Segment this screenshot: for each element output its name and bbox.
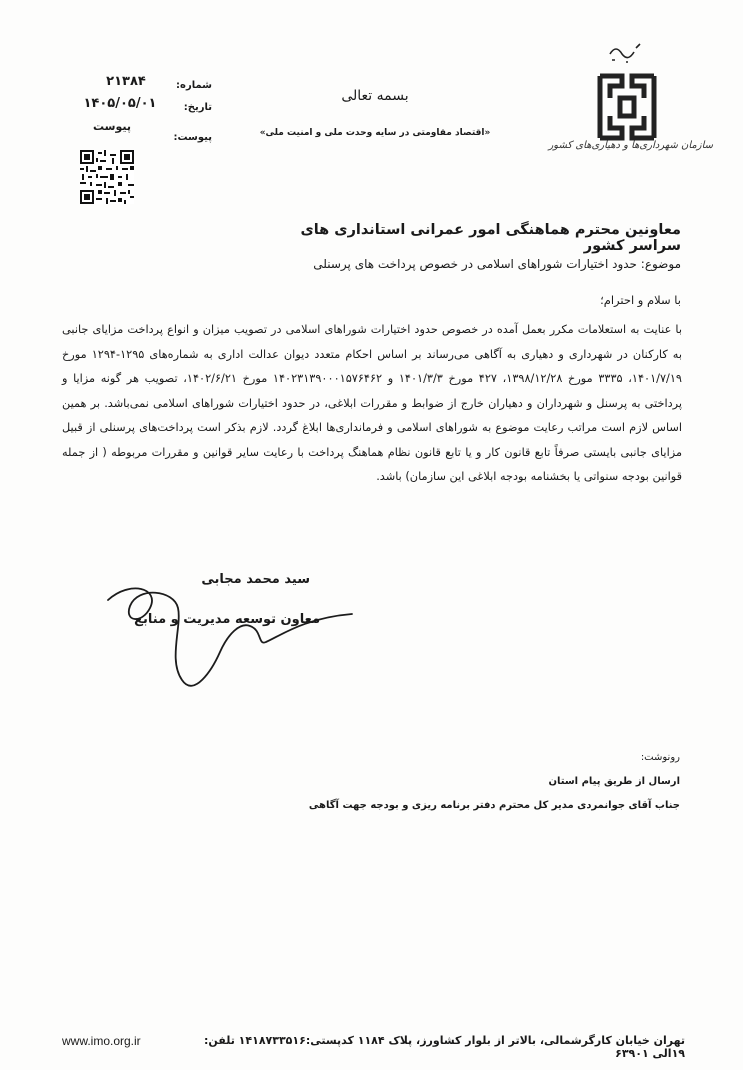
signatory-name: سید محمد مجابی: [201, 572, 310, 587]
slogan: «اقتصاد مقاومتی در سایه وحدت ملی و امنیت ملی»: [259, 128, 491, 138]
letter-number: ۲۱۳۸۴: [106, 74, 146, 89]
cc-item: ارسال از طریق پیام استان: [548, 776, 680, 787]
footer-address: تهران خیابان کارگرشمالی، بالاتر از بلوار کشاورز، پلاک ۱۱۸۴ کدپستی:۱۴۱۸۷۳۳۵۱۶ تلفن: ۱۹الی ۶۳۹۰۱: [204, 1034, 685, 1060]
ministry-emblem-icon: [592, 40, 662, 152]
bismillah: بسمه تعالی: [341, 88, 409, 104]
footer-website: www.imo.org.ir: [62, 1034, 141, 1048]
org-name: سازمان شهرداری‌ها و دهیاری‌های کشور: [548, 140, 713, 151]
greeting: با سلام و احترام؛: [600, 293, 681, 307]
cc-item: جناب آقای جوانمردی مدیر کل محترم دفتر برنامه ریزی و بودجه جهت آگاهی: [308, 800, 680, 811]
attachment-value: پیوست: [93, 120, 131, 133]
qr-code-icon: [80, 150, 134, 204]
number-label: شماره:: [176, 80, 212, 91]
attachment-label: پیوست:: [173, 132, 212, 143]
handwritten-signature: [90, 560, 370, 710]
date-label: تاریخ:: [183, 102, 212, 113]
cc-label: رونوشت:: [640, 752, 680, 763]
letter-date: ۱۴۰۵/۰۵/۰۱: [83, 96, 157, 111]
qr-code: [80, 150, 134, 204]
addressee: معاونین محترم هماهنگی امور عمرانی استانداری های سراسر کشور: [300, 222, 681, 254]
subject: موضوع: حدود اختیارات شوراهای اسلامی در خصوص پرداخت های پرسنلی: [313, 257, 681, 271]
signatory-title: معاون توسعه مدیریت و منابع: [134, 612, 320, 627]
letter-body: با عنایت به استعلامات مکرر بعمل آمده در خصوص حدود اختیارات شوراهای اسلامی در تصویب میزان و انواع پرداخت مزایای جانبی به کارکنان در شهرداری و دهیاری به آگاهی می‌رساند بر اساس احکام متعدد دیوان عدالت اداری به شماره‌های ۱۲۹۵-۱۲۹۴ مورخ ۱۴۰۱/۷/۱۹، ۳۳۳۵ مورخ ۱۳۹۸/۱۲/۲۸، ۴۲۷ مورخ ۱۴۰۱/۳/۳ و ۱۴۰۲۳۱۳۹۰۰۰۱۵۷۶۴۶۲ مورخ ۱۴۰۲/۶/۲۱، تصویب هر گونه مزایا و پرداختی به پرسنل و شهرداران و دهیاران خارج از ضوابط و مقررات ابلاغی، در حدود اختیارات شوراهای اسلامی نمی‌باشد. بر همین اساس لازم است مراتب رعایت موضوع به شوراهای اسلامی و فرمانداری‌ها ابلاغ گردد. لازم بذکر است پرداخت‌های پرسنلی از قبیل مزایای جانبی بایستی صرفاً تابع قانون کار و یا تابع قانون نظام هماهنگ پرداخت با رعایت سایر قوانین و مقررات مربوطه ( از جمله قوانین بودجه سنواتی یا بخشنامه بودجه ابلاغی این سازمان) باشد.: [62, 323, 682, 483]
ministry-logo: [592, 40, 662, 152]
